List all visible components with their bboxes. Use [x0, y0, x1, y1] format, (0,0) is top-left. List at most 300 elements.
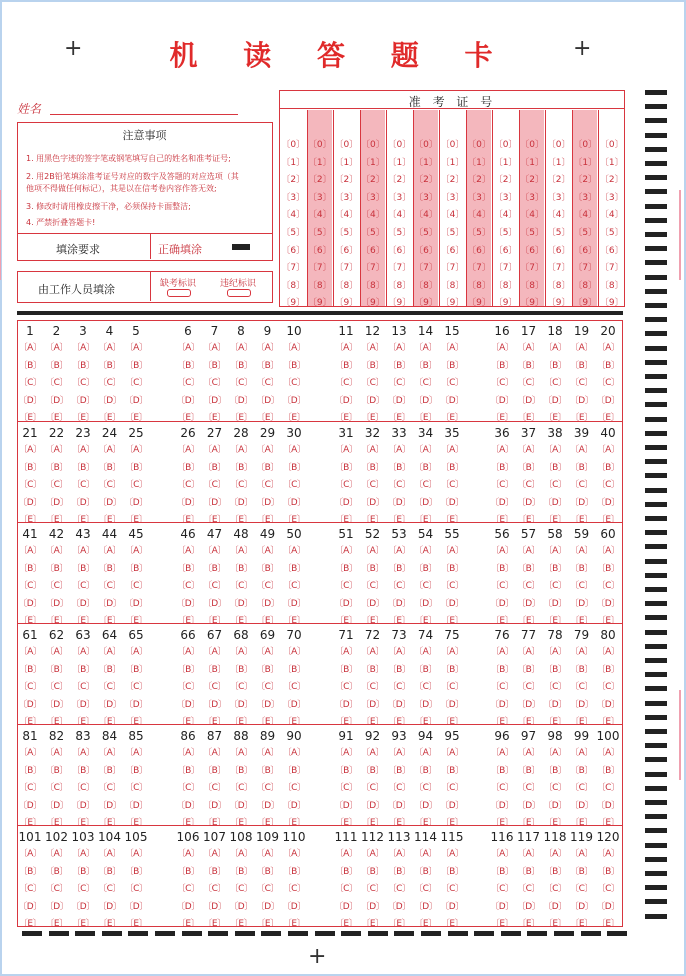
exam-id-digit-bubble[interactable]: 〔9〕: [334, 298, 359, 309]
answer-option-bubble[interactable]: 〔A〕: [18, 343, 42, 353]
exam-id-digit-bubble[interactable]: 〔8〕: [599, 280, 624, 291]
answer-option-bubble[interactable]: 〔D〕: [569, 395, 594, 406]
answer-option-bubble[interactable]: 〔C〕: [517, 884, 540, 894]
answer-option-bubble[interactable]: 〔B〕: [517, 765, 540, 776]
answer-option-bubble[interactable]: 〔D〕: [490, 395, 514, 406]
answer-option-bubble[interactable]: 〔D〕: [229, 395, 253, 406]
answer-option-bubble[interactable]: 〔E〕: [45, 413, 68, 423]
answer-option-bubble[interactable]: 〔A〕: [18, 445, 42, 455]
exam-id-digit-bubble[interactable]: 〔8〕: [387, 280, 412, 291]
answer-option-bubble[interactable]: 〔E〕: [18, 413, 42, 423]
answer-option-bubble[interactable]: 〔E〕: [440, 818, 464, 828]
answer-option-bubble[interactable]: 〔D〕: [124, 497, 148, 508]
answer-option-bubble[interactable]: 〔A〕: [282, 546, 306, 556]
answer-option-bubble[interactable]: 〔C〕: [361, 884, 384, 894]
answer-option-bubble[interactable]: 〔B〕: [490, 765, 514, 776]
answer-option-bubble[interactable]: 〔C〕: [570, 682, 593, 692]
answer-option-bubble[interactable]: 〔D〕: [387, 699, 411, 710]
answer-option-bubble[interactable]: 〔A〕: [414, 748, 437, 758]
answer-option-bubble[interactable]: 〔D〕: [97, 800, 122, 811]
answer-option-bubble[interactable]: 〔E〕: [490, 515, 514, 525]
answer-option-bubble[interactable]: 〔A〕: [490, 748, 514, 758]
answer-option-bubble[interactable]: 〔D〕: [44, 598, 69, 609]
answer-option-bubble[interactable]: 〔B〕: [440, 765, 464, 776]
answer-option-bubble[interactable]: 〔A〕: [229, 647, 253, 657]
answer-option-bubble[interactable]: 〔E〕: [71, 616, 95, 626]
exam-id-digit-bubble[interactable]: 〔9〕: [599, 298, 624, 309]
answer-option-bubble[interactable]: 〔D〕: [71, 598, 95, 609]
answer-option-bubble[interactable]: 〔D〕: [360, 800, 385, 811]
name-field[interactable]: [50, 114, 238, 115]
answer-option-bubble[interactable]: 〔A〕: [282, 849, 306, 859]
answer-option-bubble[interactable]: 〔B〕: [334, 563, 358, 574]
answer-option-bubble[interactable]: 〔A〕: [229, 343, 253, 353]
answer-option-bubble[interactable]: 〔C〕: [596, 682, 620, 692]
answer-option-bubble[interactable]: 〔A〕: [517, 849, 540, 859]
answer-option-bubble[interactable]: 〔A〕: [440, 849, 464, 859]
exam-id-digit-bubble[interactable]: 〔9〕: [573, 298, 598, 309]
answer-option-bubble[interactable]: 〔D〕: [282, 699, 306, 710]
answer-option-bubble[interactable]: 〔C〕: [176, 884, 200, 894]
exam-id-digit-bubble[interactable]: 〔3〕: [281, 192, 306, 203]
exam-id-digit-bubble[interactable]: 〔4〕: [520, 210, 544, 221]
answer-option-bubble[interactable]: 〔D〕: [71, 497, 95, 508]
exam-id-digit-bubble[interactable]: 〔1〕: [573, 157, 598, 168]
answer-option-bubble[interactable]: 〔E〕: [71, 413, 95, 423]
answer-option-bubble[interactable]: 〔E〕: [229, 515, 253, 525]
answer-option-bubble[interactable]: 〔C〕: [124, 884, 148, 894]
answer-option-bubble[interactable]: 〔A〕: [71, 849, 95, 859]
exam-id-digit-bubble[interactable]: 〔5〕: [520, 228, 544, 238]
exam-id-digit-bubble[interactable]: 〔2〕: [573, 175, 598, 186]
answer-option-bubble[interactable]: 〔B〕: [387, 765, 411, 776]
answer-option-bubble[interactable]: 〔D〕: [490, 497, 514, 508]
answer-option-bubble[interactable]: 〔E〕: [282, 717, 306, 727]
exam-id-digit-bubble[interactable]: 〔2〕: [520, 175, 544, 186]
answer-option-bubble[interactable]: 〔A〕: [124, 546, 148, 556]
exam-id-digit-bubble[interactable]: 〔6〕: [520, 245, 544, 256]
exam-id-digit-bubble[interactable]: 〔5〕: [281, 228, 306, 238]
exam-id-digit-bubble[interactable]: 〔7〕: [573, 263, 598, 274]
answer-option-bubble[interactable]: 〔D〕: [124, 699, 148, 710]
answer-option-bubble[interactable]: 〔A〕: [517, 647, 540, 657]
answer-option-bubble[interactable]: 〔B〕: [45, 360, 68, 371]
answer-option-bubble[interactable]: 〔A〕: [414, 849, 437, 859]
exam-id-digit-bubble[interactable]: 〔3〕: [307, 192, 332, 203]
exam-id-digit-bubble[interactable]: 〔5〕: [414, 228, 438, 238]
answer-option-bubble[interactable]: 〔D〕: [44, 699, 69, 710]
answer-option-bubble[interactable]: 〔D〕: [596, 800, 620, 811]
answer-option-bubble[interactable]: 〔D〕: [282, 395, 306, 406]
answer-option-bubble[interactable]: 〔A〕: [517, 343, 540, 353]
answer-option-bubble[interactable]: 〔E〕: [361, 919, 384, 929]
answer-option-bubble[interactable]: 〔C〕: [124, 581, 148, 591]
answer-option-bubble[interactable]: 〔D〕: [516, 699, 541, 710]
exam-id-digit-bubble[interactable]: 〔6〕: [573, 245, 598, 256]
answer-option-bubble[interactable]: 〔A〕: [203, 343, 226, 353]
answer-option-bubble[interactable]: 〔B〕: [71, 360, 95, 371]
answer-option-bubble[interactable]: 〔A〕: [596, 748, 620, 758]
violation-bubble[interactable]: [227, 289, 251, 297]
answer-option-bubble[interactable]: 〔A〕: [124, 748, 148, 758]
answer-option-bubble[interactable]: 〔A〕: [334, 849, 358, 859]
answer-option-bubble[interactable]: 〔E〕: [256, 818, 279, 828]
answer-option-bubble[interactable]: 〔B〕: [45, 866, 68, 877]
answer-option-bubble[interactable]: 〔A〕: [361, 748, 384, 758]
answer-option-bubble[interactable]: 〔A〕: [176, 546, 200, 556]
answer-option-bubble[interactable]: 〔D〕: [387, 598, 411, 609]
answer-option-bubble[interactable]: 〔B〕: [596, 765, 620, 776]
answer-option-bubble[interactable]: 〔A〕: [203, 445, 226, 455]
answer-option-bubble[interactable]: 〔B〕: [229, 765, 253, 776]
answer-option-bubble[interactable]: 〔C〕: [71, 884, 95, 894]
answer-option-bubble[interactable]: 〔E〕: [71, 515, 95, 525]
answer-option-bubble[interactable]: 〔D〕: [18, 699, 42, 710]
answer-option-bubble[interactable]: 〔D〕: [71, 395, 95, 406]
answer-option-bubble[interactable]: 〔D〕: [360, 497, 385, 508]
answer-option-bubble[interactable]: 〔A〕: [98, 343, 121, 353]
answer-option-bubble[interactable]: 〔B〕: [229, 462, 253, 473]
answer-option-bubble[interactable]: 〔D〕: [97, 699, 122, 710]
answer-option-bubble[interactable]: 〔C〕: [98, 581, 121, 591]
answer-option-bubble[interactable]: 〔C〕: [361, 480, 384, 490]
exam-id-digit-bubble[interactable]: 〔8〕: [440, 280, 465, 291]
answer-option-bubble[interactable]: 〔D〕: [440, 598, 464, 609]
answer-option-bubble[interactable]: 〔C〕: [98, 480, 121, 490]
exam-id-digit-bubble[interactable]: 〔7〕: [334, 263, 359, 274]
answer-option-bubble[interactable]: 〔C〕: [570, 581, 593, 591]
exam-id-digit-bubble[interactable]: 〔0〕: [334, 140, 359, 150]
exam-id-digit-bubble[interactable]: 〔0〕: [467, 140, 491, 150]
answer-option-bubble[interactable]: 〔D〕: [255, 699, 280, 710]
answer-option-bubble[interactable]: 〔D〕: [18, 395, 42, 406]
exam-id-digit-bubble[interactable]: 〔3〕: [599, 192, 624, 203]
answer-option-bubble[interactable]: 〔A〕: [543, 849, 567, 859]
answer-option-bubble[interactable]: 〔A〕: [570, 849, 593, 859]
answer-option-bubble[interactable]: 〔C〕: [45, 378, 68, 388]
answer-option-bubble[interactable]: 〔A〕: [98, 748, 121, 758]
answer-option-bubble[interactable]: 〔B〕: [18, 765, 42, 776]
answer-option-bubble[interactable]: 〔D〕: [202, 901, 227, 912]
exam-id-digit-bubble[interactable]: 〔2〕: [307, 175, 332, 186]
exam-id-digit-bubble[interactable]: 〔6〕: [599, 245, 624, 256]
answer-option-bubble[interactable]: 〔A〕: [361, 849, 384, 859]
answer-option-bubble[interactable]: 〔B〕: [256, 360, 279, 371]
answer-option-bubble[interactable]: 〔A〕: [71, 546, 95, 556]
answer-option-bubble[interactable]: 〔A〕: [440, 546, 464, 556]
answer-option-bubble[interactable]: 〔B〕: [596, 866, 620, 877]
answer-option-bubble[interactable]: 〔E〕: [440, 919, 464, 929]
answer-option-bubble[interactable]: 〔C〕: [334, 480, 358, 490]
answer-option-bubble[interactable]: 〔A〕: [414, 343, 437, 353]
answer-option-bubble[interactable]: 〔E〕: [176, 919, 200, 929]
exam-id-digit-bubble[interactable]: 〔8〕: [493, 280, 518, 291]
answer-option-bubble[interactable]: 〔E〕: [18, 919, 42, 929]
exam-id-digit-bubble[interactable]: 〔0〕: [599, 140, 624, 150]
answer-option-bubble[interactable]: 〔E〕: [229, 616, 253, 626]
answer-option-bubble[interactable]: 〔A〕: [124, 647, 148, 657]
answer-option-bubble[interactable]: 〔B〕: [256, 462, 279, 473]
answer-option-bubble[interactable]: 〔D〕: [202, 395, 227, 406]
answer-option-bubble[interactable]: 〔A〕: [570, 343, 593, 353]
answer-option-bubble[interactable]: 〔E〕: [596, 818, 620, 828]
answer-option-bubble[interactable]: 〔E〕: [334, 717, 358, 727]
answer-option-bubble[interactable]: 〔B〕: [45, 765, 68, 776]
answer-option-bubble[interactable]: 〔B〕: [517, 563, 540, 574]
answer-option-bubble[interactable]: 〔B〕: [543, 360, 567, 371]
answer-option-bubble[interactable]: 〔A〕: [570, 748, 593, 758]
answer-option-bubble[interactable]: 〔D〕: [282, 901, 306, 912]
answer-option-bubble[interactable]: 〔E〕: [98, 818, 121, 828]
answer-option-bubble[interactable]: 〔E〕: [45, 616, 68, 626]
answer-option-bubble[interactable]: 〔A〕: [45, 445, 68, 455]
answer-option-bubble[interactable]: 〔A〕: [387, 445, 411, 455]
answer-option-bubble[interactable]: 〔C〕: [256, 884, 279, 894]
answer-option-bubble[interactable]: 〔D〕: [569, 598, 594, 609]
answer-option-bubble[interactable]: 〔D〕: [282, 598, 306, 609]
answer-option-bubble[interactable]: 〔E〕: [203, 818, 226, 828]
answer-option-bubble[interactable]: 〔C〕: [98, 682, 121, 692]
answer-option-bubble[interactable]: 〔D〕: [543, 395, 567, 406]
exam-id-digit-bubble[interactable]: 〔0〕: [414, 140, 438, 150]
exam-id-digit-bubble[interactable]: 〔6〕: [387, 245, 412, 256]
answer-option-bubble[interactable]: 〔B〕: [387, 360, 411, 371]
answer-option-bubble[interactable]: 〔B〕: [334, 866, 358, 877]
exam-id-digit-bubble[interactable]: 〔0〕: [520, 140, 544, 150]
answer-option-bubble[interactable]: 〔C〕: [256, 480, 279, 490]
answer-option-bubble[interactable]: 〔B〕: [517, 866, 540, 877]
absent-bubble[interactable]: [167, 289, 191, 297]
answer-option-bubble[interactable]: 〔E〕: [229, 818, 253, 828]
answer-option-bubble[interactable]: 〔B〕: [176, 462, 200, 473]
answer-option-bubble[interactable]: 〔E〕: [124, 717, 148, 727]
answer-option-bubble[interactable]: 〔D〕: [18, 800, 42, 811]
answer-option-bubble[interactable]: 〔E〕: [203, 717, 226, 727]
answer-option-bubble[interactable]: 〔E〕: [45, 717, 68, 727]
answer-option-bubble[interactable]: 〔D〕: [516, 395, 541, 406]
answer-option-bubble[interactable]: 〔C〕: [543, 581, 567, 591]
answer-option-bubble[interactable]: 〔B〕: [203, 462, 226, 473]
answer-option-bubble[interactable]: 〔C〕: [361, 378, 384, 388]
answer-option-bubble[interactable]: 〔B〕: [45, 563, 68, 574]
answer-option-bubble[interactable]: 〔A〕: [490, 445, 514, 455]
answer-option-bubble[interactable]: 〔B〕: [98, 563, 121, 574]
answer-option-bubble[interactable]: 〔C〕: [124, 378, 148, 388]
answer-option-bubble[interactable]: 〔D〕: [124, 800, 148, 811]
answer-option-bubble[interactable]: 〔D〕: [44, 395, 69, 406]
answer-option-bubble[interactable]: 〔C〕: [570, 378, 593, 388]
answer-option-bubble[interactable]: 〔E〕: [414, 515, 437, 525]
answer-option-bubble[interactable]: 〔B〕: [124, 765, 148, 776]
exam-id-digit-bubble[interactable]: 〔9〕: [546, 298, 571, 309]
answer-option-bubble[interactable]: 〔B〕: [18, 563, 42, 574]
exam-id-digit-bubble[interactable]: 〔0〕: [440, 140, 465, 150]
answer-option-bubble[interactable]: 〔E〕: [98, 616, 121, 626]
answer-option-bubble[interactable]: 〔B〕: [490, 462, 514, 473]
answer-option-bubble[interactable]: 〔B〕: [203, 664, 226, 675]
answer-option-bubble[interactable]: 〔C〕: [517, 783, 540, 793]
answer-option-bubble[interactable]: 〔B〕: [596, 664, 620, 675]
answer-option-bubble[interactable]: 〔D〕: [97, 598, 122, 609]
answer-option-bubble[interactable]: 〔C〕: [596, 581, 620, 591]
answer-option-bubble[interactable]: 〔E〕: [543, 413, 567, 423]
answer-option-bubble[interactable]: 〔E〕: [440, 413, 464, 423]
answer-option-bubble[interactable]: 〔E〕: [98, 515, 121, 525]
answer-option-bubble[interactable]: 〔C〕: [414, 884, 437, 894]
answer-option-bubble[interactable]: 〔A〕: [387, 343, 411, 353]
answer-option-bubble[interactable]: 〔B〕: [124, 664, 148, 675]
answer-option-bubble[interactable]: 〔D〕: [255, 800, 280, 811]
answer-option-bubble[interactable]: 〔D〕: [596, 497, 620, 508]
answer-option-bubble[interactable]: 〔D〕: [18, 598, 42, 609]
exam-id-digit-bubble[interactable]: 〔1〕: [334, 157, 359, 168]
answer-option-bubble[interactable]: 〔C〕: [361, 682, 384, 692]
answer-option-bubble[interactable]: 〔E〕: [596, 616, 620, 626]
exam-id-digit-bubble[interactable]: 〔8〕: [546, 280, 571, 291]
exam-id-digit-bubble[interactable]: 〔2〕: [440, 175, 465, 186]
answer-option-bubble[interactable]: 〔A〕: [282, 343, 306, 353]
exam-id-digit-bubble[interactable]: 〔7〕: [307, 263, 332, 274]
answer-option-bubble[interactable]: 〔C〕: [98, 884, 121, 894]
exam-id-digit-bubble[interactable]: 〔4〕: [493, 210, 518, 221]
answer-option-bubble[interactable]: 〔A〕: [176, 647, 200, 657]
answer-option-bubble[interactable]: 〔C〕: [124, 480, 148, 490]
exam-id-digit-bubble[interactable]: 〔7〕: [520, 263, 544, 274]
answer-option-bubble[interactable]: 〔D〕: [569, 901, 594, 912]
answer-option-bubble[interactable]: 〔A〕: [334, 343, 358, 353]
answer-option-bubble[interactable]: 〔A〕: [176, 748, 200, 758]
answer-option-bubble[interactable]: 〔B〕: [229, 360, 253, 371]
answer-option-bubble[interactable]: 〔E〕: [387, 616, 411, 626]
answer-option-bubble[interactable]: 〔D〕: [360, 901, 385, 912]
answer-option-bubble[interactable]: 〔D〕: [516, 800, 541, 811]
answer-option-bubble[interactable]: 〔D〕: [255, 395, 280, 406]
answer-option-bubble[interactable]: 〔C〕: [596, 480, 620, 490]
answer-option-bubble[interactable]: 〔A〕: [229, 445, 253, 455]
answer-option-bubble[interactable]: 〔E〕: [570, 818, 593, 828]
answer-option-bubble[interactable]: 〔C〕: [176, 783, 200, 793]
answer-option-bubble[interactable]: 〔D〕: [71, 800, 95, 811]
answer-option-bubble[interactable]: 〔A〕: [440, 445, 464, 455]
answer-option-bubble[interactable]: 〔C〕: [334, 682, 358, 692]
answer-option-bubble[interactable]: 〔D〕: [44, 497, 69, 508]
answer-option-bubble[interactable]: 〔C〕: [229, 783, 253, 793]
answer-option-bubble[interactable]: 〔B〕: [71, 866, 95, 877]
answer-option-bubble[interactable]: 〔B〕: [543, 765, 567, 776]
answer-option-bubble[interactable]: 〔C〕: [176, 480, 200, 490]
exam-id-digit-bubble[interactable]: 〔1〕: [520, 157, 544, 168]
answer-option-bubble[interactable]: 〔E〕: [570, 515, 593, 525]
answer-option-bubble[interactable]: 〔D〕: [97, 901, 122, 912]
answer-option-bubble[interactable]: 〔E〕: [124, 413, 148, 423]
answer-option-bubble[interactable]: 〔B〕: [282, 462, 306, 473]
answer-option-bubble[interactable]: 〔C〕: [543, 378, 567, 388]
answer-option-bubble[interactable]: 〔B〕: [387, 462, 411, 473]
answer-option-bubble[interactable]: 〔B〕: [517, 664, 540, 675]
answer-option-bubble[interactable]: 〔A〕: [543, 748, 567, 758]
answer-option-bubble[interactable]: 〔B〕: [361, 664, 384, 675]
exam-id-digit-bubble[interactable]: 〔6〕: [546, 245, 571, 256]
answer-option-bubble[interactable]: 〔B〕: [124, 563, 148, 574]
answer-option-bubble[interactable]: 〔E〕: [517, 717, 540, 727]
answer-option-bubble[interactable]: 〔B〕: [517, 462, 540, 473]
answer-option-bubble[interactable]: 〔A〕: [203, 748, 226, 758]
exam-id-digit-bubble[interactable]: 〔2〕: [414, 175, 438, 186]
answer-option-bubble[interactable]: 〔A〕: [570, 546, 593, 556]
exam-id-digit-bubble[interactable]: 〔4〕: [361, 210, 385, 221]
answer-option-bubble[interactable]: 〔B〕: [361, 563, 384, 574]
exam-id-digit-bubble[interactable]: 〔0〕: [546, 140, 571, 150]
answer-option-bubble[interactable]: 〔E〕: [517, 616, 540, 626]
answer-option-bubble[interactable]: 〔B〕: [414, 866, 437, 877]
answer-option-bubble[interactable]: 〔B〕: [282, 765, 306, 776]
answer-option-bubble[interactable]: 〔B〕: [71, 765, 95, 776]
answer-option-bubble[interactable]: 〔D〕: [387, 395, 411, 406]
answer-option-bubble[interactable]: 〔A〕: [282, 748, 306, 758]
exam-id-digit-bubble[interactable]: 〔2〕: [467, 175, 491, 186]
answer-option-bubble[interactable]: 〔D〕: [229, 598, 253, 609]
answer-option-bubble[interactable]: 〔E〕: [543, 818, 567, 828]
answer-option-bubble[interactable]: 〔D〕: [255, 497, 280, 508]
exam-id-digit-bubble[interactable]: 〔0〕: [281, 140, 306, 150]
answer-option-bubble[interactable]: 〔C〕: [517, 378, 540, 388]
answer-option-bubble[interactable]: 〔B〕: [543, 866, 567, 877]
exam-id-digit-bubble[interactable]: 〔4〕: [307, 210, 332, 221]
answer-option-bubble[interactable]: 〔C〕: [203, 581, 226, 591]
answer-option-bubble[interactable]: 〔D〕: [334, 395, 358, 406]
exam-id-digit-bubble[interactable]: 〔3〕: [387, 192, 412, 203]
answer-option-bubble[interactable]: 〔A〕: [203, 546, 226, 556]
answer-option-bubble[interactable]: 〔D〕: [543, 497, 567, 508]
answer-option-bubble[interactable]: 〔B〕: [414, 765, 437, 776]
answer-option-bubble[interactable]: 〔B〕: [440, 360, 464, 371]
answer-option-bubble[interactable]: 〔E〕: [124, 919, 148, 929]
exam-id-digit-bubble[interactable]: 〔1〕: [387, 157, 412, 168]
answer-option-bubble[interactable]: 〔E〕: [282, 616, 306, 626]
answer-option-bubble[interactable]: 〔E〕: [361, 818, 384, 828]
answer-option-bubble[interactable]: 〔D〕: [596, 598, 620, 609]
answer-option-bubble[interactable]: 〔D〕: [490, 598, 514, 609]
answer-option-bubble[interactable]: 〔A〕: [45, 849, 68, 859]
answer-option-bubble[interactable]: 〔B〕: [596, 462, 620, 473]
answer-option-bubble[interactable]: 〔B〕: [440, 866, 464, 877]
answer-option-bubble[interactable]: 〔A〕: [71, 343, 95, 353]
answer-option-bubble[interactable]: 〔B〕: [490, 866, 514, 877]
answer-option-bubble[interactable]: 〔C〕: [176, 581, 200, 591]
answer-option-bubble[interactable]: 〔B〕: [203, 765, 226, 776]
answer-option-bubble[interactable]: 〔B〕: [229, 664, 253, 675]
answer-option-bubble[interactable]: 〔A〕: [334, 445, 358, 455]
answer-option-bubble[interactable]: 〔B〕: [543, 563, 567, 574]
answer-option-bubble[interactable]: 〔C〕: [282, 783, 306, 793]
answer-option-bubble[interactable]: 〔E〕: [361, 717, 384, 727]
exam-id-digit-bubble[interactable]: 〔3〕: [440, 192, 465, 203]
answer-option-bubble[interactable]: 〔D〕: [569, 800, 594, 811]
answer-option-bubble[interactable]: 〔B〕: [176, 563, 200, 574]
answer-option-bubble[interactable]: 〔A〕: [18, 647, 42, 657]
answer-option-bubble[interactable]: 〔C〕: [18, 783, 42, 793]
answer-option-bubble[interactable]: 〔B〕: [361, 462, 384, 473]
answer-option-bubble[interactable]: 〔B〕: [490, 563, 514, 574]
exam-id-digit-bubble[interactable]: 〔7〕: [467, 263, 491, 274]
answer-option-bubble[interactable]: 〔C〕: [176, 682, 200, 692]
answer-option-bubble[interactable]: 〔E〕: [98, 413, 121, 423]
answer-option-bubble[interactable]: 〔E〕: [414, 413, 437, 423]
answer-option-bubble[interactable]: 〔B〕: [18, 866, 42, 877]
answer-option-bubble[interactable]: 〔D〕: [334, 800, 358, 811]
answer-option-bubble[interactable]: 〔E〕: [203, 919, 226, 929]
answer-option-bubble[interactable]: 〔C〕: [414, 480, 437, 490]
